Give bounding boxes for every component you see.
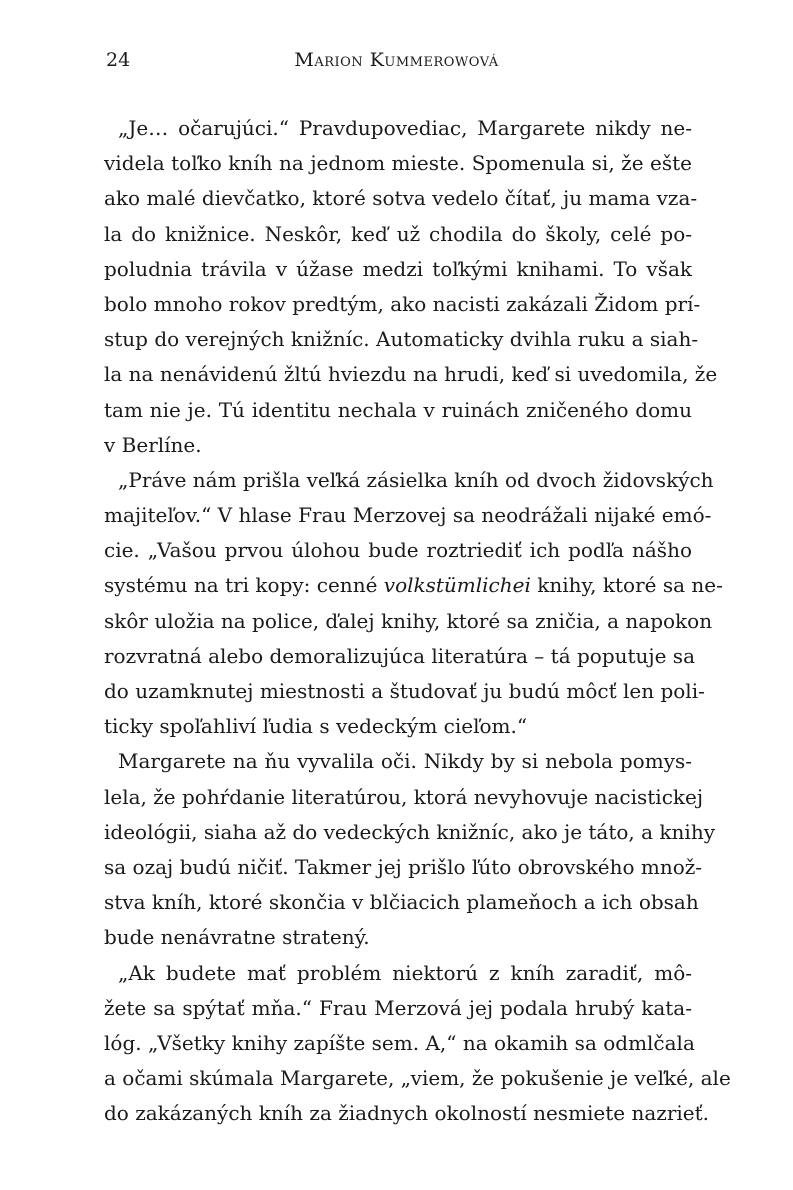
text-line [104, 568, 723, 603]
text-line: rozvratná alebo demoralizujúca literatúra – tá poputuje sa [104, 643, 695, 668]
text-line: la do knižnice. Neskôr, keď už chodila do školy, celé po- [104, 221, 692, 246]
text-line: majiteľov.“ V hlase Frau Merzovej sa neodrážali nijaké emó- [104, 503, 712, 528]
text-line: bude nenávratne stratený. [104, 925, 370, 950]
text-line: žete sa spýtať mňa.“ Frau Merzová jej podala hrubý kata- [104, 995, 692, 1020]
running-head-author: Marion Kummerowová [294, 49, 499, 71]
text-line: cie. „Vašou prvou úlohou bude roztriediť ich podľa nášho [104, 538, 692, 563]
text-line: ideológii, siaha až do vedeckých knižníc, ako je táto, a knihy [104, 819, 715, 844]
text-line: „Práve nám prišla veľká zásielka kníh od dvoch židovských [118, 467, 714, 492]
text-line: lóg. „Všetky knihy zapíšte sem. A,“ na okamih sa odmlčala [104, 1030, 695, 1055]
text-line: do zakázaných kníh za žiadnych okolností nesmiete nazrieť. [104, 1101, 710, 1126]
text-line: a očami skúmala Margarete, „viem, že pokušenie je veľké, ale [104, 1066, 731, 1091]
text-line: skôr uložia na police, ďalej knihy, ktoré sa zničia, a napokon [104, 608, 713, 633]
text-line: v Berlíne. [104, 432, 202, 457]
text-line: videla toľko kníh na jednom mieste. Spomenula si, že ešte [104, 151, 692, 176]
text-line: lela, že pohŕdanie literatúrou, ktorá nevyhovuje nacistickej [104, 784, 704, 809]
body-text [104, 111, 731, 1131]
text-line: stup do verejných knižníc. Automaticky dvihla ruku a siah- [104, 327, 699, 352]
text-line: ticky spoľahliví ľudia s vedeckým cieľom.“ [104, 714, 528, 739]
page-number: 24 [106, 49, 131, 71]
page-header [0, 47, 793, 73]
text-line: Margarete na ňu vyvalila oči. Nikdy by si nebola pomys- [118, 749, 692, 774]
text-line: „Je… očarujúci.“ Pravdupovediac, Margarete nikdy ne- [118, 116, 692, 140]
text-line: sa ozaj budú ničiť. Takmer jej prišlo ľúto obrovského množ- [104, 854, 703, 879]
text-line: bolo mnoho rokov predtým, ako nacisti zakázali Židom prí- [104, 291, 701, 316]
text-line: poludnia trávila v úžase medzi toľkými knihami. To však [104, 256, 692, 281]
text-line: ako malé dievčatko, ktoré sotva vedelo čítať, ju mama vza- [104, 186, 698, 211]
italic-term: volkstümlichei [383, 573, 531, 598]
text-segment: systému na tri kopy: cenné [104, 573, 384, 598]
text-line: tam nie je. Tú identitu nechala v ruinách zničeného domu [104, 397, 692, 422]
text-line: „Ak budete mať problém niektorú z kníh zaradiť, mô- [118, 960, 692, 985]
text-line: do uzamknutej miestnosti a študovať ju budú môcť len poli- [104, 679, 705, 703]
text-segment: knihy, ktoré sa ne- [530, 573, 723, 598]
text-line: stva kníh, ktoré skončia v blčiacich plameňoch a ich obsah [104, 890, 699, 915]
text-line: la na nenávidenú žltú hviezdu na hrudi, keď si uvedomila, že [104, 362, 718, 387]
